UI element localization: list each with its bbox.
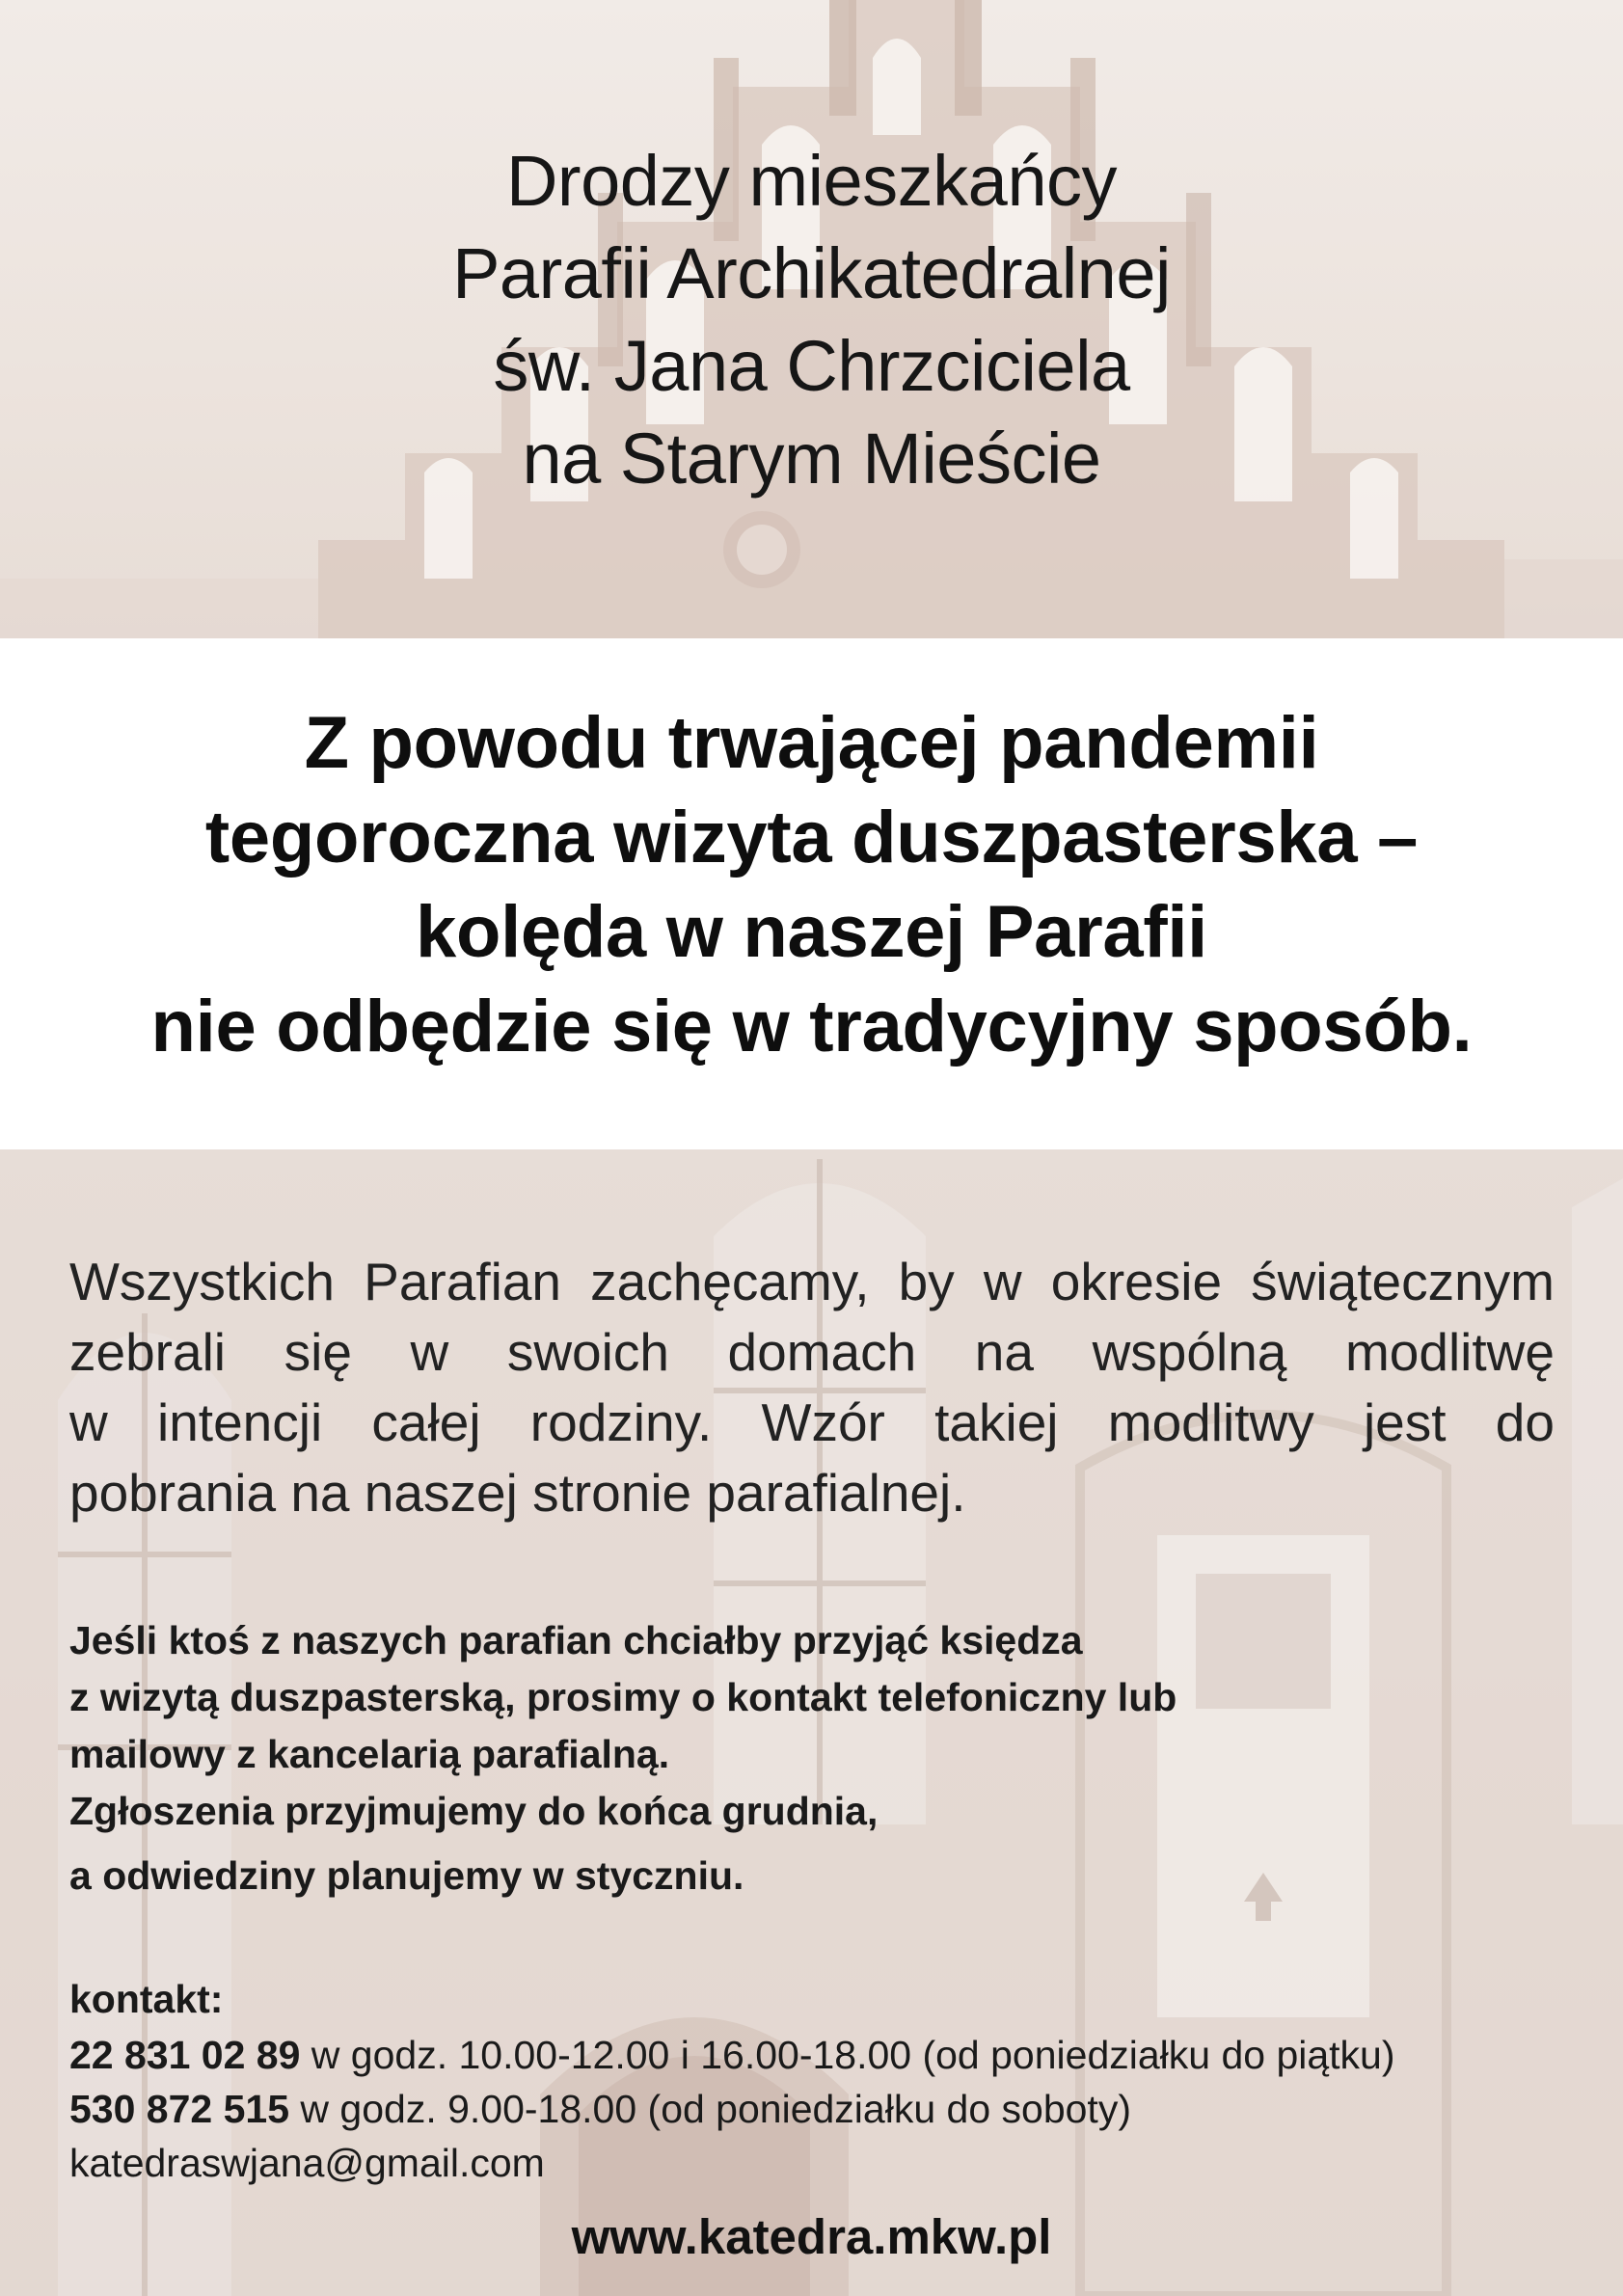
paragraph-line: Wszystkich Parafian zachęcamy, by w okresie świątecznym [69,1252,1555,1311]
paragraph-line: Jeśli ktoś z naszych parafian chciałby przyjąć księdza [69,1618,1083,1662]
announcement-line: nie odbędzie się w tradycyjny sposób. [150,986,1473,1067]
contact-section [69,1970,1574,2190]
contact-phone-row-1 [69,2028,1574,2082]
paragraph-line: z wizytą duszpasterską, prosimy o kontakt telefoniczny lub [69,1675,1177,1719]
prayer-invitation-paragraph [69,1247,1555,1528]
pandemic-announcement [0,696,1623,1074]
paragraph-line: mailowy z kancelarią parafialną. [69,1732,670,1776]
announcement-line: kolęda w naszej Parafii [415,891,1207,973]
paragraph-line: pobrania na naszej stronie parafialnej. [69,1463,966,1523]
contact-email-link[interactable]: katedraswjana@gmail.com [69,2141,545,2185]
announcement-line: tegoroczna wizyta duszpasterska – [204,797,1419,878]
contact-label: kontakt: [69,1977,224,2021]
phone-number-1[interactable]: 22 831 02 89 [69,2033,301,2077]
paragraph-line: zebrali się w swoich domach na wspólną modlitwę [69,1322,1555,1382]
greeting-heading [0,135,1623,505]
greeting-line: na Starym Mieście [522,419,1101,499]
phone-hours-1: w godz. 10.00-12.00 i 16.00-18.00 (od poniedziałku do piątku) [300,2033,1395,2077]
parish-website-link[interactable]: www.katedra.mkw.pl [571,2209,1052,2264]
phone-hours-2: w godz. 9.00-18.00 (od poniedziałku do soboty) [289,2087,1131,2131]
phone-number-2[interactable]: 530 872 515 [69,2087,290,2131]
greeting-line: Parafii Archikatedralnej [452,233,1171,313]
paragraph-line: Zgłoszenia przyjmujemy do końca grudnia, [69,1789,879,1833]
announcement-line: Z powodu trwającej pandemii [304,702,1319,784]
greeting-line: św. Jana Chrzciciela [493,326,1130,406]
contact-phone-row-2 [69,2082,1574,2136]
greeting-line: Drodzy mieszkańcy [505,141,1117,221]
paragraph-line: a odwiedziny planujemy w styczniu. [69,1853,744,1898]
visit-request-paragraph [69,1612,1555,1904]
paragraph-line: w intencji całej rodziny. Wzór takiej modlitwy jest do [69,1392,1555,1452]
